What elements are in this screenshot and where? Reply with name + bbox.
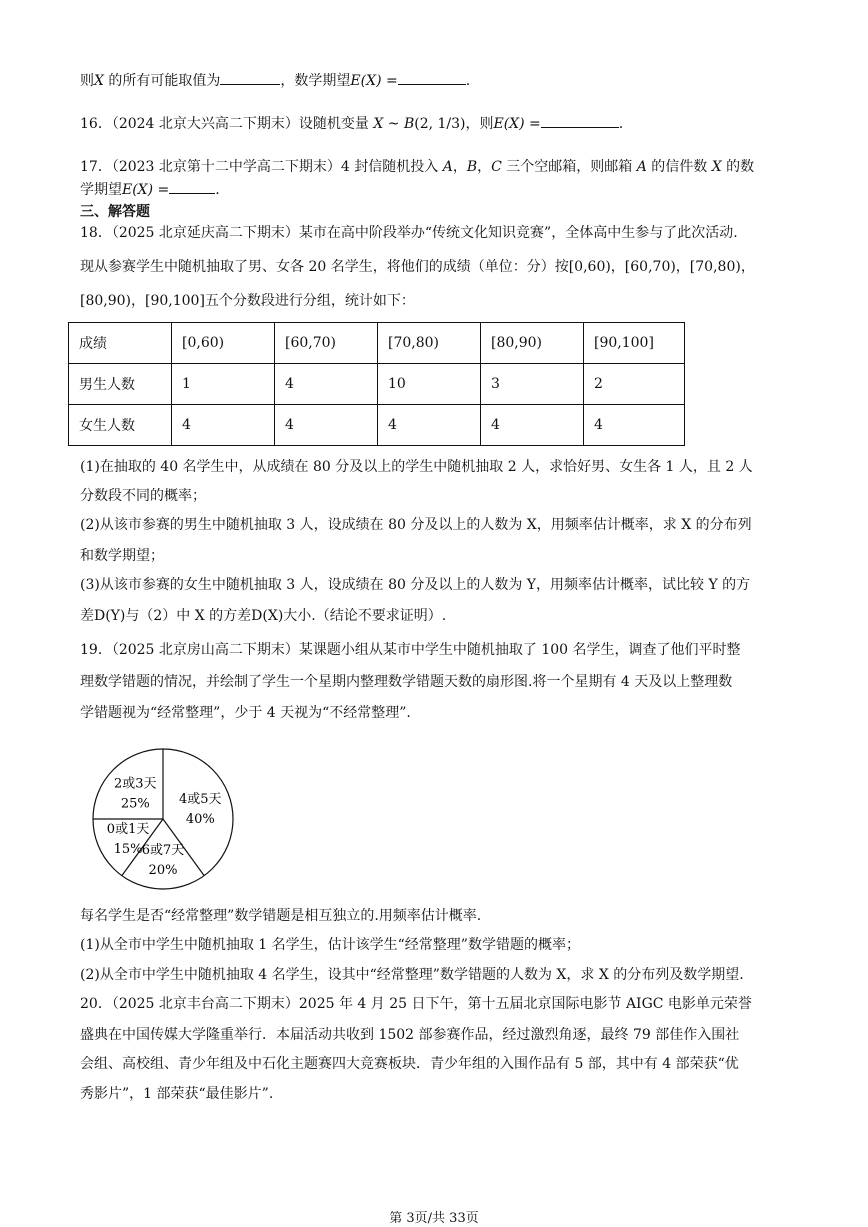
table-cell: 4 (584, 405, 685, 446)
question-18-part1-line1: (1)在抽取的 40 名学生中，从成绩在 80 分及以上的学生中随机抽取 2 人，求恰好男、女生各 1 人，且 2 人 (80, 459, 753, 475)
table-cell: 女生人数 (69, 405, 172, 446)
table-cell: 男生人数 (69, 364, 172, 405)
table-row (69, 364, 685, 405)
question-18-line3: [80,90)，[90,100]五个分数段进行分组，统计如下： (80, 293, 415, 309)
question-19-line1: 19．（2025 北京房山高二下期末）某课题小组从某市中学生中随机抽取了 100 名学生，调查了他们平时整 (80, 642, 741, 658)
table-header-cell: [80,90) (481, 323, 584, 364)
score-table (68, 322, 685, 446)
question-20-line1: 20．（2025 北京丰台高二下期末）2025 年 4 月 25 日下午，第十五届北京国际电影节 AIGC 电影单元荣誉 (80, 996, 752, 1012)
question-18-line1: 18．（2025 北京延庆高二下期末）某市在高中阶段举办“传统文化知识竞赛”，全体高中生参与了此次活动. (80, 225, 738, 241)
question-19-line3: 学错题视为“经常整理”，少于 4 天视为“不经常整理”. (80, 705, 411, 721)
pie-slice-label: 2或3天 (114, 776, 157, 792)
pie-slice-percent: 15% (113, 841, 143, 857)
answer-blank[interactable] (169, 179, 215, 194)
question-19-part1: (1)从全市中学生中随机抽取 1 名学生，估计该学生“经常整理”数学错题的概率； (80, 937, 580, 953)
page-footer: 第 3页/共 33页 (389, 1211, 479, 1226)
answer-blank[interactable] (220, 70, 280, 85)
table-cell: 3 (481, 364, 584, 405)
table-header-cell: [0,60) (172, 323, 275, 364)
table-cell: 4 (275, 405, 378, 446)
table-header-cell: [90,100] (584, 323, 685, 364)
q15-continuation: 则X 的所有可能取值为 ，数学期望E(X) = . (80, 70, 470, 91)
pie-slice-percent: 20% (148, 863, 178, 879)
table-header-row (69, 323, 685, 364)
question-18-part3-line1: (3)从该市参赛的女生中随机抽取 3 人，设成绩在 80 分及以上的人数为 Y，用频率估计概率，试比较 Y 的方 (80, 577, 751, 593)
question-20-line3: 会组、高校组、青少年组及中石化主题赛四大竞赛板块．青少年组的入围作品有 5 部，其中有 4 部荣获“优 (80, 1056, 739, 1072)
question-18-part2-line1: (2)从该市参赛的男生中随机抽取 3 人，设成绩在 80 分及以上的人数为 X，用频率估计概率，求 X 的分布列 (80, 517, 752, 533)
table-header-cell: [70,80) (378, 323, 481, 364)
question-17-line1: 17．（2023 北京第十二中学高二下期末）4 封信随机投入 A，B，C 三个空邮箱，则邮箱 A 的信件数 X 的数 (80, 159, 755, 175)
question-19-line2: 理数学错题的情况，并绘制了学生一个星期内整理数学错题天数的扇形图.将一个星期有 4 天及以上整理数 (80, 674, 733, 690)
answer-blank[interactable] (398, 70, 466, 85)
pie-slice-percent: 40% (185, 811, 215, 827)
table-cell: 4 (378, 405, 481, 446)
answer-blank[interactable] (541, 113, 619, 128)
table-cell: 1 (172, 364, 275, 405)
question-18-part3-line2: 差D(Y)与（2）中 X 的方差D(X)大小.（结论不要求证明）. (80, 608, 447, 624)
table-cell: 4 (481, 405, 584, 446)
question-18-part1-line2: 分数段不同的概率； (80, 488, 206, 504)
table-cell: 10 (378, 364, 481, 405)
table-cell: 2 (584, 364, 685, 405)
table-cell: 4 (275, 364, 378, 405)
pie-slice-label: 0或1天 (106, 821, 150, 837)
table-cell: 4 (172, 405, 275, 446)
question-20-line2: 盛典在中国传媒大学隆重举行．本届活动共收到 1502 部参赛作品，经过激烈角逐，最终 79 部佳作入围社 (80, 1027, 740, 1043)
pie-slice-percent: 25% (120, 796, 150, 812)
question-17-line2: 学期望E(X) = . (80, 179, 220, 200)
question-16: 16．（2024 北京大兴高二下期末）设随机变量 X ~ B(2, 1/3)，则E(X) = . (80, 113, 623, 134)
pie-slice-label: 4或5天 (179, 791, 222, 807)
question-20-line4: 秀影片”，1 部荣获“最佳影片”. (80, 1086, 274, 1102)
pie-chart (75, 745, 255, 895)
question-19-line4: 每名学生是否“经常整理”数学错题是相互独立的.用频率估计概率. (80, 908, 482, 924)
question-18-line2: 现从参赛学生中随机抽取了男、女各 20 名学生，将他们的成绩（单位：分）按[0,60)，[60,70)，[70,80)， (80, 259, 755, 275)
table-header-cell: 成绩 (69, 323, 172, 364)
table-row (69, 405, 685, 446)
table-header-cell: [60,70) (275, 323, 378, 364)
question-19-part2: (2)从全市中学生中随机抽取 4 名学生，设其中“经常整理”数学错题的人数为 X，求 X 的分布列及数学期望. (80, 967, 744, 983)
question-18-part2-line2: 和数学期望； (80, 548, 164, 564)
pie-slice-label: 6或7天 (141, 843, 185, 859)
section-heading: 三、解答题 (80, 204, 150, 220)
